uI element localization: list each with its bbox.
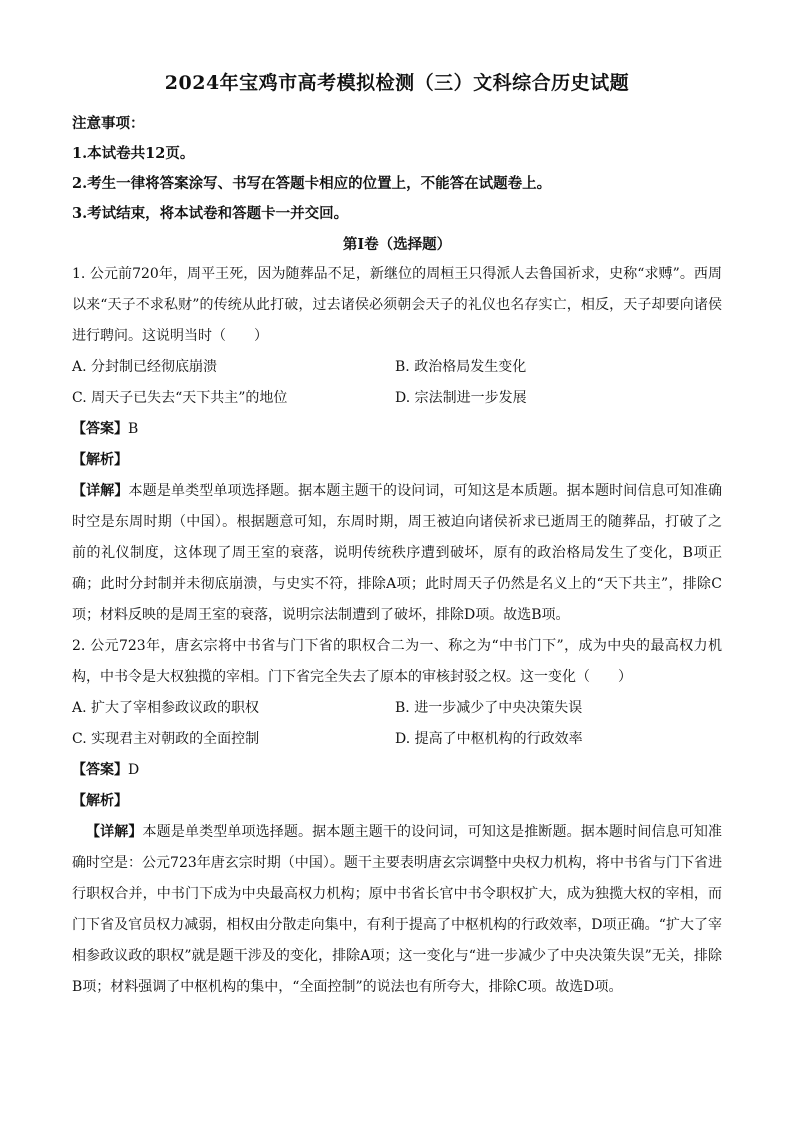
analysis-label: 【解析】 — [72, 793, 128, 809]
detail-label: 【详解】 — [86, 824, 143, 840]
answer-value: D — [128, 762, 140, 778]
detail-paragraph — [72, 476, 722, 631]
analysis-label: 【解析】 — [72, 452, 128, 468]
question-2 — [72, 631, 722, 1003]
option-d: D. 提高了中枢机构的行政效率 — [395, 731, 583, 747]
question-1 — [72, 259, 722, 631]
detail-text: 本题是单类型单项选择题。据本题主题干的设问词，可知这是推断题。据本题时间信息可知准确时空是：公元723年唐玄宗时期（中国）。题干主要表明唐玄宗调整中央权力机构，将中书省与门下省进行职权合并，中书门下成为中央最高权力机构；原中书省长官中书令职权扩大，成为独揽大权的宰相，而门下省及官员权力减弱，相权由分散走向集中，有利于提高了中枢机构的行政效率，D项正确。“扩大了宰相参政议政的职权”就是题干涉及的变化，排除A项；这一变化与“进一步减少了中央决策失误”无关，排除B项；材料强调了中枢机构的集中，“全面控制”的说法也有所夸大，排除C项。故选D项。 — [72, 824, 722, 995]
notice-item: 3.考试结束，将本试卷和答题卡一并交回。 — [72, 205, 349, 222]
option-d: D. 宗法制进一步发展 — [395, 390, 527, 406]
notice-heading: 注意事项： — [72, 115, 145, 132]
option-c: C. 周天子已失去“天下共主”的地位 — [72, 390, 288, 406]
options-grid — [72, 693, 722, 755]
question-stem: 1. 公元前720年，周平王死，因为随葬品不足，新继位的周桓王只得派人去鲁国祈求，史称“求赙”。西周以来“天子不求私财”的传统从此打破，过去诸侯必须朝会天子的礼仪也名存实亡，相反，天子却要向诸侯进行聘问。这说明当时（ ） — [72, 266, 722, 344]
notice-item: 1.本试卷共12页。 — [72, 145, 195, 162]
notice-item: 2.考生一律将答案涂写、书写在答题卡相应的位置上，不能答在试题卷上。 — [72, 175, 552, 192]
exam-page — [72, 68, 722, 1003]
detail-label: 【详解】 — [72, 483, 129, 499]
option-b: B. 政治格局发生变化 — [395, 359, 527, 375]
page-title: 2024年宝鸡市高考模拟检测（三）文科综合历史试题 — [164, 72, 630, 94]
answer-label: 【答案】 — [72, 762, 128, 778]
section-title: 第Ⅰ卷（选择题） — [342, 236, 452, 253]
option-a: A. 分封制已经彻底崩溃 — [72, 359, 218, 375]
answer-label: 【答案】 — [72, 421, 128, 437]
answer-line — [72, 755, 722, 786]
option-c: C. 实现君主对朝政的全面控制 — [72, 731, 260, 747]
detail-text: 本题是单类型单项选择题。据本题主题干的设问词，可知这是本质题。据本题时间信息可知准确时空是东周时期（中国）。根据题意可知，东周时期，周王被迫向诸侯祈求已逝周王的随葬品，打破了之前的礼仪制度，这体现了周王室的衰落，说明传统秩序遭到破坏，原有的政治格局发生了变化，B项正确；此时分封制并未彻底崩溃，与史实不符，排除A项；此时周天子仍然是名义上的“天下共主”，排除C项；材料反映的是周王室的衰落，说明宗法制遭到了破坏，排除D项。故选B项。 — [72, 483, 723, 623]
option-b: B. 进一步减少了中央决策失误 — [395, 700, 583, 716]
answer-line — [72, 414, 722, 445]
answer-value: B — [128, 421, 139, 437]
question-stem: 2. 公元723年，唐玄宗将中书省与门下省的职权合二为一、称之为“中书门下”，成为中央的最高权力机构，中书令是大权独揽的宰相。门下省完全失去了原本的审核封驳之权。这一变化（ ） — [72, 638, 722, 685]
detail-paragraph — [72, 817, 722, 1003]
option-a: A. 扩大了宰相参政议政的职权 — [72, 700, 260, 716]
options-grid — [72, 352, 722, 414]
